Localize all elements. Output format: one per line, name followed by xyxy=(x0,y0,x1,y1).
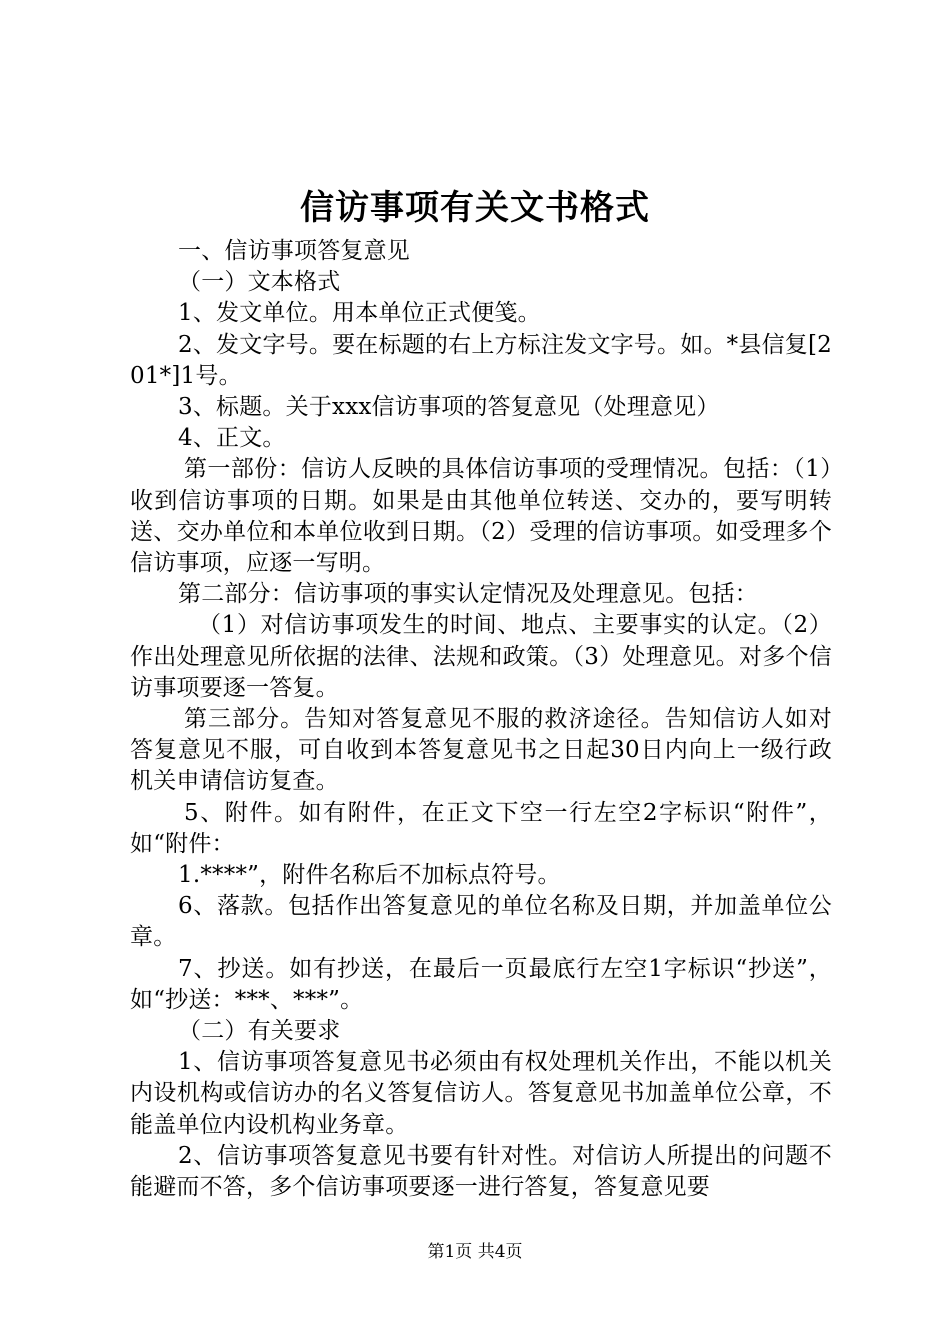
document-body xyxy=(130,236,832,1203)
paragraph: （二）有关要求 xyxy=(178,1018,341,1045)
paragraph: （一）文本格式 xyxy=(178,269,341,296)
paragraph: 1、发文单位。用本单位正式便笺。 xyxy=(178,300,541,327)
paragraph: 2、发文字号。要在标题的右上方标注发文字号。如。*县信复[201*]1号。 xyxy=(130,331,832,389)
paragraph: 3、标题。关于xxx信访事项的答复意见（处理意见） xyxy=(178,394,720,421)
paragraph: 4、正文。 xyxy=(178,425,286,452)
paragraph: 6、落款。包括作出答复意见的单位名称及日期，并加盖单位公章。 xyxy=(130,893,832,951)
page-footer: 第1页 共4页 xyxy=(427,1242,523,1262)
paragraph: 2、信访事项答复意见书要有针对性。对信访人所提出的问题不能避而不答，多个信访事项要逐一进行答复，答复意见要 xyxy=(130,1142,832,1201)
paragraph: 1、信访事项答复意见书必须由有权处理机关作出，不能以机关内设机构或信访办的名义答复信访人。答复意见书加盖单位公章，不能盖单位内设机构业务章。 xyxy=(130,1049,832,1138)
paragraph: （1）对信访事项发生的时间、地点、主要事实的认定。（2）作出处理意见所依据的法律、法规和政策。（3）处理意见。对多个信访事项要逐一答复。 xyxy=(130,612,832,701)
paragraph: 第一部份：信访人反映的具体信访事项的受理情况。包括：（1）收到信访事项的日期。如果是由其他单位转送、交办的，要写明转送、交办单位和本单位收到日期。（2）受理的信访事项。如受理多个信访事项，应逐一写明。 xyxy=(130,456,832,577)
paragraph: 7、抄送。如有抄送，在最后一页最底行左空1字标识“抄送”，如“抄送：***、***”。 xyxy=(130,955,832,1013)
paragraph: 一、信访事项答复意见 xyxy=(178,238,410,264)
document-title: 信访事项有关文书格式 xyxy=(300,188,650,228)
paragraph: 第二部分：信访事项的事实认定情况及处理意见。包括： xyxy=(178,581,758,608)
paragraph: 1.****”，附件名称后不加标点符号。 xyxy=(178,862,561,889)
paragraph: 第三部分。告知对答复意见不服的救济途径。告知信访人如对答复意见不服，可自收到本答复意见书之日起30日内向上一级行政机关申请信访复查。 xyxy=(130,706,832,795)
paragraph: 5、附件。如有附件，在正文下空一行左空2字标识“附件”，如“附件： xyxy=(130,799,832,857)
